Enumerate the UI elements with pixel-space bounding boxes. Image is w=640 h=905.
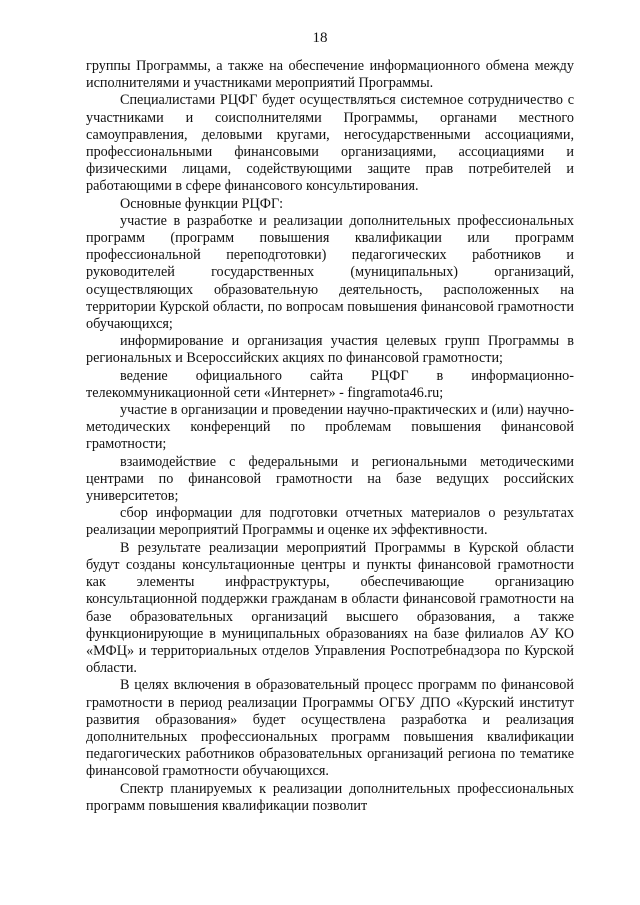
- paragraph-continuation: группы Программы, а также на обеспечение информационного обмена между исполнителями и участниками мероприятий Программы.: [86, 58, 574, 92]
- paragraph-functions-heading: Основные функции РЦФГ:: [120, 195, 284, 212]
- paragraph-education: В целях включения в образовательный процесс программ по финансовой грамотности в период реализации Программы ОГБУ ДПО «Курский институт развития образования» будет осуществлена разработка и реализация дополнительных профессиональных программ повышения квалификации педагогических работников образовательных организаций региона по тематике финансовой грамотности обучающихся.: [86, 677, 574, 780]
- function-item: участие в организации и проведении научно-практических и (или) научно-методических конференций по проблемам повышения финансовой грамотности;: [86, 402, 574, 453]
- function-item: участие в разработке и реализации дополнительных профессиональных программ (программ повышения квалификации или программ профессиональной переподготовки) педагогических работников и руководителей государственных (муниципальных) организаций, осуществляющих образовательную деятельность, расположенных на территории Курской области, по вопросам повышения финансовой грамотности обучающихся;: [86, 212, 574, 333]
- function-item: взаимодействие с федеральными и региональными методическими центрами по финансовой грамотности на базе ведущих российских университетов;: [86, 453, 574, 505]
- function-item: ведение официального сайта РЦФГ в информационно-телекоммуникационной сети «Интернет» - fingramota46.ru;: [86, 367, 574, 401]
- page-number: 18: [312, 30, 328, 46]
- paragraph-results: В результате реализации мероприятий Программы в Курской области будут созданы консультационные центры и пункты финансовой грамотности как элементы инфраструктуры, обеспечивающие организацию консультационной поддержки гражданам в области финансовой грамотности на базе образовательных организаций высшего образования, а также функционирующие в муниципальных образованиях на базе филиалов АУ КО «МФЦ» и территориальных отделов Управления Роспотребнадзора по Курской области.: [86, 539, 574, 677]
- function-item: сбор информации для подготовки отчетных материалов о результатах реализации мероприятий Программы и оценке их эффективности.: [86, 505, 574, 539]
- body-text: [86, 58, 574, 815]
- paragraph-spectrum: Спектр планируемых к реализации дополнительных профессиональных программ повышения квалификации позволит: [86, 780, 574, 814]
- function-item: информирование и организация участия целевых групп Программы в региональных и Всероссийских акциях по финансовой грамотности;: [86, 333, 574, 367]
- paragraph-specialists: Специалистами РЦФГ будет осуществляться системное сотрудничество с участниками и соисполнителями Программы, органами местного самоуправления, деловыми кругами, негосударственными ассоциациями, профессиональными финансовыми организациями, ассоциациями и физическими лицами, содействующими защите прав потребителей и работающими в сфере финансового консультирования.: [86, 92, 574, 195]
